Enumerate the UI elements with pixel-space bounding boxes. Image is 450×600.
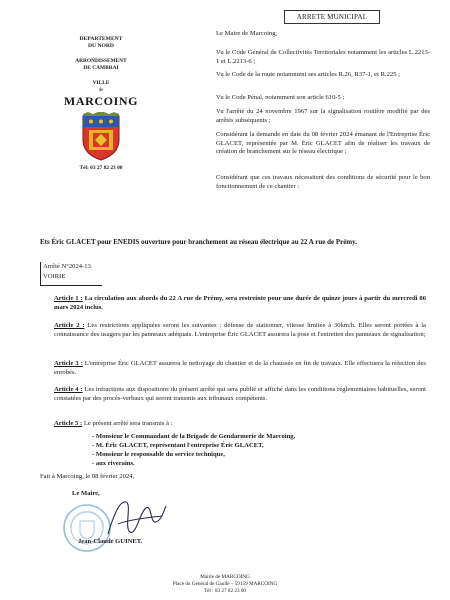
article-label: Article 5 : [54, 420, 83, 427]
footer-line: Mairie de MARCOING [200, 574, 250, 580]
article-1 [54, 295, 426, 312]
arrete-type: VOIRIE [43, 273, 66, 280]
vu-paragraph: Vu le Code de la route notamment ses articles R.26, R37-1, et R.225 ; [216, 71, 401, 78]
vu-paragraph: Vu le Code Pénal, notamment son article 610-5 ; [216, 94, 345, 101]
recipient-item: - aux riverains. [92, 460, 135, 467]
signatory-title: Le Maire, [72, 490, 100, 497]
article-label: Article 2 : [54, 322, 85, 329]
reference-box [40, 262, 102, 286]
place-date: Fait à Marcoing, le 08 février 2024, [40, 473, 135, 480]
footer-line: Tél : 03 27 82 23 00 [203, 588, 247, 594]
footer-line: Place du Général de Gaulle – 59159 MARCOING [172, 581, 278, 587]
vu-paragraph: Vu l'arrêté du 24 novembre 1967 sur la signalisation routière modifié par des arrêtés subséquents ; [216, 108, 430, 124]
article-text: La circulation aux abords du 22 A rue de Prémy, sera restreinte pour une durée de quinze jours à partir du mercredi 06 mars 2024 inclus. [54, 295, 426, 311]
department-line: DU NORD [88, 42, 114, 49]
department-line: DEPARTEMENT [79, 36, 123, 42]
recipient-item: - Monsieur le responsable du service technique, [92, 451, 225, 458]
article-text: Les restrictions appliquées seront les suivantes : défense de stationner, vitesse limitée à 30km/h. Elles seront portées à la connaissance des usagers par les panneaux adéquats. L'entreprise Éric GLACET assurera la pose et l'entretien des panneaux de signalisation; [54, 322, 426, 338]
recipient-item: - M. Éric GLACET, représentant l'entreprise Éric GLACET, [92, 442, 264, 449]
considerant-paragraph: Considérant que ces travaux nécessitent des conditions de sécurité pour le bon fonctionnement de ce chantier : [216, 174, 430, 190]
article-text: L'entreprise Éric GLACET assurera le nettoyage du chantier et de la chaussée en fin de travaux. Elle effectuera la réfection des enrobés. [54, 360, 426, 376]
handwritten-signature [104, 494, 170, 542]
town-name: MARCOING [63, 94, 139, 108]
document-subject: Ets Éric GLACET pour ENEDIS ouverture pour branchement au réseau électrique au 22 A rue de Prémy. [40, 238, 358, 246]
arrete-number: Arrêté N°2024-13 [43, 263, 91, 270]
article-text: Les infractions aux dispositions du présent arrêté qui sera publié et affiché dans les conditions réglementaires habituelles, seront constatées par des procès-verbaux qui seront transmis aux tribunaux compétents. [54, 386, 426, 402]
considerant-paragraph: Considérant la demande en date du 08 février 2024 émanant de l'Entreprise Éric GLACET, représentée par M. Éric GLACET afin de réaliser les travaux de création de branchement sur le réseau électrique ; [216, 131, 430, 156]
article-4 [54, 386, 426, 403]
article-label: Article 4 : [54, 386, 83, 393]
article-label: Article 3 : [54, 360, 83, 367]
article-label: Article 1 : [54, 295, 83, 302]
signatory-name: Jean-Claude GUINET. [78, 538, 143, 545]
ville-label: VILLE [92, 80, 110, 86]
document-type-box: ARRETE MUNICIPAL [284, 10, 380, 24]
de-label: de [98, 88, 104, 93]
arrondissement-line: DE CAMBRAI [83, 64, 119, 71]
article-text: Le présent arrêté sera transmis à : [83, 420, 173, 427]
arrondissement-line: ARRONDISSEMENT [75, 58, 127, 64]
vu-paragraph: Vu le Code Général de Collectivités Territoriales notamment les articles L.2213-1 et L.2213-6 ; [216, 49, 430, 65]
article-2 [54, 322, 426, 339]
phone-number: Tél: 03 27 82 23 00 [79, 165, 123, 171]
department-label [66, 36, 136, 49]
article-5 [54, 420, 426, 429]
recipient-item: - Monsieur le Commandant de la Brigade de Gendarmerie de Marcoing, [92, 433, 296, 440]
article-3 [54, 360, 426, 377]
arrondissement-label [62, 58, 140, 71]
mayor-line: Le Maire de Marcoing, [216, 30, 278, 37]
coat-of-arms-icon [80, 112, 122, 162]
